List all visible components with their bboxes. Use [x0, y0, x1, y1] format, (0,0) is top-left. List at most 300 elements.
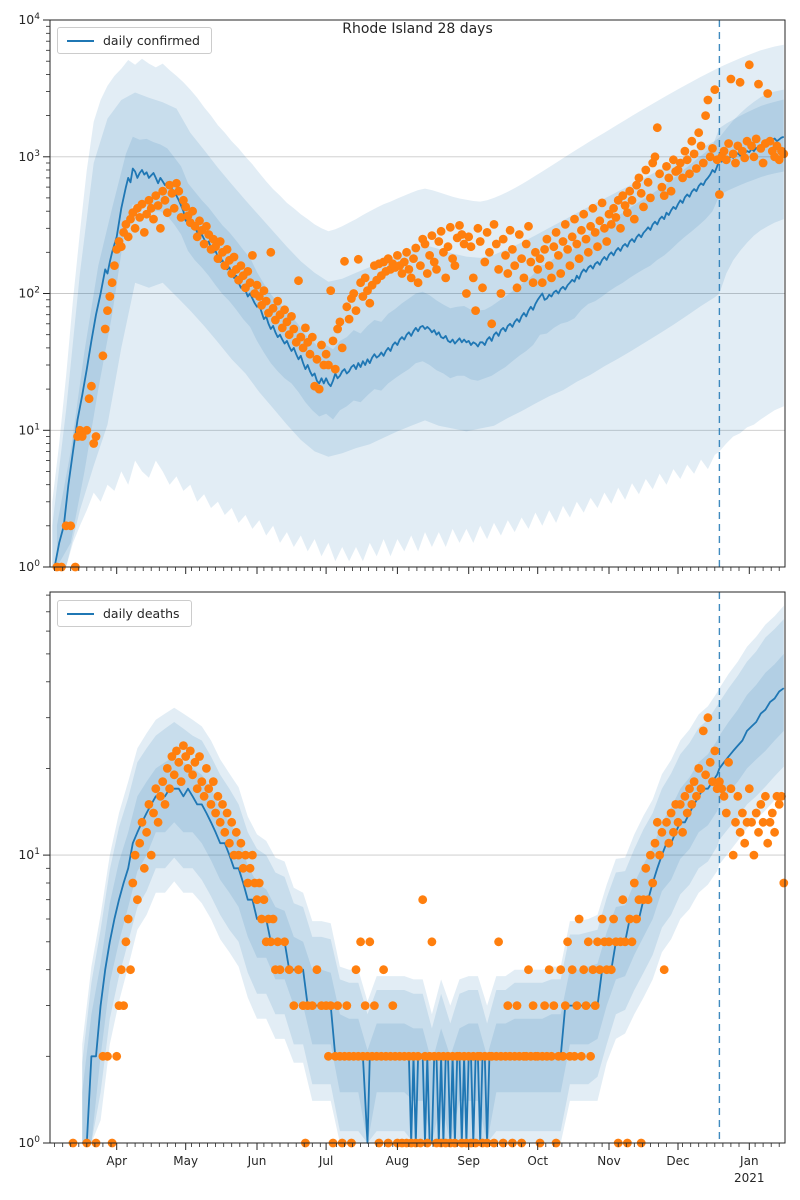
- confirmed-scatter-point: [692, 164, 701, 173]
- deaths-scatter-point: [223, 809, 232, 818]
- deaths-scatter-point: [122, 937, 131, 946]
- confirmed-scatter-point: [294, 276, 303, 285]
- confirmed-scatter-point: [520, 274, 529, 283]
- confirmed-scatter-point: [474, 224, 483, 233]
- deaths-scatter-point: [775, 800, 784, 809]
- deaths-scatter-point: [710, 747, 719, 756]
- deaths-scatter-point: [133, 895, 142, 904]
- confirmed-scatter-point: [729, 150, 738, 159]
- confirmed-scatter-point: [750, 152, 759, 161]
- confirmed-scatter-point: [513, 283, 522, 292]
- deaths-scatter-point: [690, 777, 699, 786]
- confirmed-scatter-point: [301, 324, 310, 333]
- legend-line-sample-confirmed: [67, 40, 94, 42]
- deaths-scatter-point: [678, 828, 687, 837]
- confirmed-scatter-point: [687, 137, 696, 146]
- confirmed-scatter-point: [117, 242, 126, 251]
- deaths-scatter-point: [598, 915, 607, 924]
- deaths-scatter-point: [103, 1052, 112, 1061]
- confirmed-scatter-point: [331, 365, 340, 374]
- confirmed-scatter-point: [499, 235, 508, 244]
- confirmed-scatter-point: [517, 254, 526, 263]
- deaths-scatter-point: [126, 965, 135, 974]
- confirmed-scatter-point: [462, 289, 471, 298]
- confirmed-axes: [18, 12, 788, 574]
- deaths-scatter-point: [503, 1001, 512, 1010]
- confirmed-scatter-point: [342, 302, 351, 311]
- deaths-scatter-point: [280, 937, 289, 946]
- confirmed-scatter-point: [763, 89, 772, 98]
- confirmed-scatter-point: [340, 257, 349, 266]
- confirmed-scatter-point: [195, 216, 204, 225]
- confirmed-scatter-point: [727, 75, 736, 84]
- confirmed-scatter-point: [683, 155, 692, 164]
- confirmed-scatter-point: [598, 199, 607, 208]
- confirmed-scatter-point: [262, 297, 271, 306]
- deaths-scatter-point: [170, 770, 179, 779]
- confirmed-scatter-point: [437, 227, 446, 236]
- deaths-scatter-point: [736, 828, 745, 837]
- deaths-scatter-point: [214, 792, 223, 801]
- confirmed-scatter-point: [432, 265, 441, 274]
- confirmed-scatter-point: [752, 135, 761, 144]
- deaths-axes: [18, 592, 788, 1185]
- deaths-scatter-point: [149, 809, 158, 818]
- deaths-scatter-point: [211, 809, 220, 818]
- confirmed-scatter-point: [156, 224, 165, 233]
- confirmed-scatter-point: [540, 245, 549, 254]
- deaths-scatter-point: [568, 965, 577, 974]
- deaths-scatter-point: [333, 1001, 342, 1010]
- confirmed-scatter-point: [82, 426, 91, 435]
- deaths-scatter-point: [697, 784, 706, 793]
- confirmed-scatter-point: [354, 255, 363, 264]
- confirmed-scatter-point: [494, 265, 503, 274]
- deaths-scatter-point: [365, 937, 374, 946]
- confirmed-scatter-point: [740, 154, 749, 163]
- confirmed-scatter-point: [237, 261, 246, 270]
- deaths-scatter-point: [752, 809, 761, 818]
- confirmed-scatter-point: [188, 207, 197, 216]
- confirmed-scatter-point: [85, 394, 94, 403]
- x-tick-label: Apr: [106, 1154, 128, 1168]
- confirmed-scatter-point: [639, 203, 648, 212]
- confirmed-scatter-point: [637, 189, 646, 198]
- y-tick-label: $10^3$: [18, 148, 40, 164]
- confirmed-scatter-point: [317, 341, 326, 350]
- deaths-scatter-point: [117, 965, 126, 974]
- confirmed-scatter-point: [704, 96, 713, 105]
- confirmed-scatter-point: [200, 240, 209, 249]
- deaths-scatter-point: [179, 741, 188, 750]
- confirmed-scatter-point: [545, 261, 554, 270]
- deaths-scatter-point: [699, 727, 708, 736]
- confirmed-scatter-point: [174, 187, 183, 196]
- deaths-scatter-point: [632, 915, 641, 924]
- x-tick-label: Sep: [457, 1154, 481, 1168]
- confirmed-scatter-point: [446, 223, 455, 232]
- confirmed-scatter-point: [421, 240, 430, 249]
- deaths-scatter-point: [591, 1001, 600, 1010]
- confirmed-scatter-point: [441, 274, 450, 283]
- confirmed-scatter-point: [536, 254, 545, 263]
- deaths-scatter-point: [733, 792, 742, 801]
- deaths-scatter-point: [586, 1052, 595, 1061]
- confirmed-scatter-point: [223, 245, 232, 254]
- legend-label-deaths: daily deaths: [103, 606, 180, 621]
- confirmed-scatter-point: [522, 240, 531, 249]
- confirmed-scatter-point: [556, 269, 565, 278]
- confirmed-scatter-point: [352, 306, 361, 315]
- deaths-scatter-point: [225, 839, 234, 848]
- deaths-scatter-point: [197, 777, 206, 786]
- confirmed-scatter-point: [612, 213, 621, 222]
- deaths-scatter-point: [618, 895, 627, 904]
- deaths-scatter-point: [722, 809, 731, 818]
- deaths-scatter-point: [269, 915, 278, 924]
- confirmed-scatter-point: [651, 152, 660, 161]
- x-tick-label: May: [173, 1154, 199, 1168]
- confirmed-scatter-point: [658, 183, 667, 192]
- deaths-scatter-point: [648, 879, 657, 888]
- confirmed-scatter-point: [158, 187, 167, 196]
- confirmed-scatter-point: [322, 350, 331, 359]
- deaths-scatter-point: [158, 777, 167, 786]
- confirmed-scatter-point: [628, 196, 637, 205]
- confirmed-scatter-point: [423, 269, 432, 278]
- confirmed-scatter-point: [524, 222, 533, 231]
- y-tick-label: $10^0$: [18, 1135, 40, 1150]
- confirmed-scatter-point: [701, 111, 710, 120]
- deaths-scatter-point: [172, 747, 181, 756]
- deaths-scatter-point: [513, 1001, 522, 1010]
- confirmed-scatter-point: [99, 351, 108, 360]
- confirmed-scatter-point: [480, 258, 489, 267]
- confirmed-scatter-point: [216, 237, 225, 246]
- confirmed-scatter-point: [487, 319, 496, 328]
- deaths-scatter-point: [674, 818, 683, 827]
- confirmed-scatter-point: [635, 174, 644, 183]
- deaths-scatter-point: [763, 839, 772, 848]
- deaths-scatter-point: [161, 800, 170, 809]
- deaths-scatter-point: [138, 818, 147, 827]
- y-tick-label: $10^2$: [18, 285, 40, 301]
- confirmed-scatter-point: [559, 237, 568, 246]
- deaths-scatter-point: [156, 792, 165, 801]
- confirmed-scatter-point: [754, 80, 763, 89]
- deaths-scatter-point: [154, 818, 163, 827]
- deaths-scatter-point: [609, 915, 618, 924]
- deaths-scatter-point: [216, 818, 225, 827]
- y-tick-label: $10^4$: [18, 12, 40, 27]
- confirmed-scatter-point: [570, 215, 579, 224]
- confirmed-scatter-point: [582, 235, 591, 244]
- confirmed-scatter-point: [577, 226, 586, 235]
- legend-deaths: [57, 600, 192, 627]
- deaths-scatter-point: [660, 965, 669, 974]
- confirmed-scatter-point: [681, 147, 690, 156]
- deaths-scatter-point: [745, 784, 754, 793]
- deaths-scatter-point: [779, 879, 788, 888]
- deaths-scatter-point: [701, 770, 710, 779]
- deaths-scatter-point: [232, 828, 241, 837]
- deaths-scatter-point: [651, 839, 660, 848]
- confirmed-scatter-point: [266, 248, 275, 257]
- deaths-scatter-point: [418, 895, 427, 904]
- deaths-scatter-point: [729, 851, 738, 860]
- deaths-scatter-point: [540, 1001, 549, 1010]
- confirmed-scatter-point: [508, 245, 517, 254]
- deaths-scatter-point: [556, 965, 565, 974]
- deaths-scatter-point: [255, 879, 264, 888]
- deaths-scatter-point: [342, 1001, 351, 1010]
- deaths-scatter-point: [706, 758, 715, 767]
- confirmed-scatter-point: [483, 228, 492, 237]
- deaths-scatter-point: [200, 792, 209, 801]
- confirmed-scatter-point: [515, 230, 524, 239]
- legend-line-sample-deaths: [67, 613, 94, 615]
- confirmed-scatter-point: [92, 432, 101, 441]
- x-tick-label: Jun: [247, 1154, 267, 1168]
- deaths-scatter-point: [128, 879, 137, 888]
- confirmed-scatter-point: [715, 190, 724, 199]
- deaths-scatter-point: [549, 1001, 558, 1010]
- year-label: 2021: [734, 1171, 765, 1185]
- confirmed-scatter-point: [405, 265, 414, 274]
- confirmed-scatter-point: [497, 289, 506, 298]
- confirmed-scatter-point: [253, 281, 262, 290]
- confirmed-scatter-point: [724, 139, 733, 148]
- confirmed-scatter-point: [110, 261, 119, 270]
- confirmed-scatter-point: [248, 251, 257, 260]
- confirmed-scatter-point: [108, 278, 117, 287]
- deaths-scatter-point: [165, 784, 174, 793]
- chart-title: Rhode Island 28 days: [342, 21, 493, 37]
- deaths-scatter-point: [646, 851, 655, 860]
- confirmed-scatter-point: [101, 325, 110, 334]
- confirmed-scatter-point: [708, 144, 717, 153]
- deaths-scatter-point: [692, 792, 701, 801]
- confirmed-scatter-point: [313, 355, 322, 364]
- confirmed-scatter-point: [779, 150, 788, 159]
- deaths-scatter-point: [246, 864, 255, 873]
- deaths-scatter-point: [220, 828, 229, 837]
- deaths-scatter-point: [151, 784, 160, 793]
- deaths-scatter-point: [135, 839, 144, 848]
- confirmed-scatter-point: [124, 232, 133, 241]
- deaths-scatter-point: [202, 764, 211, 773]
- confirmed-scatter-point: [655, 169, 664, 178]
- deaths-y-ticks: [18, 595, 50, 1150]
- deaths-scatter-point: [577, 1052, 586, 1061]
- confirmed-scatter-point: [690, 150, 699, 159]
- confirmed-scatter-point: [140, 228, 149, 237]
- confirmed-scatter-point: [552, 228, 561, 237]
- confirmed-scatter-point: [595, 216, 604, 225]
- deaths-scatter-point: [112, 1052, 121, 1061]
- deaths-scatter-point: [724, 758, 733, 767]
- confirmed-scatter-point: [428, 231, 437, 240]
- confirmed-scatter-point: [393, 251, 402, 260]
- deaths-scatter-point: [174, 758, 183, 767]
- deaths-scatter-point: [754, 828, 763, 837]
- deaths-x-ticks: [55, 1143, 780, 1185]
- deaths-scatter-point: [607, 965, 616, 974]
- deaths-scatter-point: [119, 1001, 128, 1010]
- deaths-scatter-point: [756, 800, 765, 809]
- deaths-scatter-point: [494, 937, 503, 946]
- confirmed-scatter-point: [563, 245, 572, 254]
- x-tick-label: Nov: [597, 1154, 621, 1168]
- deaths-scatter-point: [370, 1001, 379, 1010]
- confirmed-scatter-point: [471, 306, 480, 315]
- deaths-scatter-point: [188, 770, 197, 779]
- x-tick-label: Jul: [318, 1154, 334, 1168]
- confirmed-scatter-point: [625, 187, 634, 196]
- deaths-scatter-point: [731, 818, 740, 827]
- deaths-scatter-point: [563, 937, 572, 946]
- confirmed-scatter-point: [609, 204, 618, 213]
- deaths-scatter-point: [768, 809, 777, 818]
- confirmed-scatter-point: [710, 85, 719, 94]
- deaths-scatter-point: [761, 792, 770, 801]
- confirmed-scatter-point: [273, 297, 282, 306]
- y-tick-label: $10^1$: [18, 422, 40, 438]
- confirmed-scatter-point: [722, 155, 731, 164]
- legend-label-confirmed: daily confirmed: [103, 33, 200, 48]
- confirmed-scatter-point: [400, 258, 409, 267]
- deaths-scatter-point: [207, 800, 216, 809]
- deaths-scatter-point: [630, 879, 639, 888]
- confirmed-scatter-point: [572, 240, 581, 249]
- confirmed-scatter-point: [533, 265, 542, 274]
- confirmed-scatter-point: [444, 242, 453, 251]
- confirmed-scatter-point: [630, 215, 639, 224]
- deaths-scatter-point: [145, 800, 154, 809]
- confirmed-scatter-point: [699, 159, 708, 168]
- deaths-scatter-point: [575, 915, 584, 924]
- confirmed-scatter-point: [579, 210, 588, 219]
- deaths-scatter-point: [676, 800, 685, 809]
- confirmed-scatter-point: [478, 283, 487, 292]
- confirmed-scatter-point: [414, 278, 423, 287]
- deaths-scatter-point: [694, 764, 703, 773]
- confirmed-scatter-point: [243, 267, 252, 276]
- deaths-scatter-point: [140, 864, 149, 873]
- deaths-scatter-point: [248, 851, 257, 860]
- confirmed-scatter-point: [66, 521, 75, 530]
- confirmed-scatter-point: [589, 204, 598, 213]
- confirmed-scatter-point: [584, 248, 593, 257]
- deaths-scatter-point: [356, 937, 365, 946]
- confirmed-scatter-point: [464, 232, 473, 241]
- y-tick-label: $10^1$: [18, 847, 40, 863]
- confirmed-scatter-point: [287, 312, 296, 321]
- confirmed-scatter-point: [260, 286, 269, 295]
- deaths-scatter-point: [766, 818, 775, 827]
- confirmed-scatter-point: [326, 286, 335, 295]
- deaths-scatter-point: [294, 965, 303, 974]
- deaths-scatter-point: [177, 777, 186, 786]
- confirmed-scatter-point: [506, 226, 515, 235]
- confirmed-scatter-point: [230, 253, 239, 262]
- confirmed-scatter-point: [103, 306, 112, 315]
- deaths-scatter-point: [582, 1001, 591, 1010]
- deaths-scatter-point: [655, 851, 664, 860]
- confirmed-scatter-point: [349, 289, 358, 298]
- confirmed-scatter-point: [467, 242, 476, 251]
- confirmed-scatter-point: [172, 179, 181, 188]
- confirmed-scatter-point: [736, 78, 745, 87]
- deaths-scatter-point: [740, 839, 749, 848]
- confirmed-scatter-point: [315, 385, 324, 394]
- deaths-scatter-point: [687, 800, 696, 809]
- confirmed-scatter-point: [345, 315, 354, 324]
- deaths-scatter-point: [313, 965, 322, 974]
- confirmed-scatter-point: [566, 261, 575, 270]
- deaths-scatter-point: [524, 965, 533, 974]
- deaths-scatter-point: [289, 1001, 298, 1010]
- confirmed-scatter-point: [336, 318, 345, 327]
- deaths-scatter-point: [218, 800, 227, 809]
- y-tick-label: $10^0$: [18, 559, 40, 574]
- confirmed-scatter-point: [455, 221, 464, 230]
- deaths-scatter-point: [186, 747, 195, 756]
- deaths-scatter-point: [738, 809, 747, 818]
- confirmed-scatter-point: [538, 278, 547, 287]
- confirmed-scatter-point: [720, 147, 729, 156]
- deaths-scatter-point: [770, 828, 779, 837]
- confirmed-scatter-point: [543, 235, 552, 244]
- confirmed-scatter-point: [685, 169, 694, 178]
- deaths-scatter-point: [641, 864, 650, 873]
- deaths-scatter-point: [747, 818, 756, 827]
- confirmed-scatter-point: [308, 333, 317, 342]
- confirmed-scatter-point: [641, 166, 650, 175]
- confirmed-scatter-point: [623, 208, 632, 217]
- confirmed-scatter-point: [469, 274, 478, 283]
- confirmed-scatter-point: [697, 142, 706, 151]
- deaths-scatter-point: [628, 937, 637, 946]
- x-tick-label: Jan: [740, 1154, 759, 1168]
- deaths-scatter-point: [572, 1001, 581, 1010]
- deaths-scatter-point: [584, 937, 593, 946]
- confirmed-scatter-point: [547, 274, 556, 283]
- confirmed-scatter-point: [549, 242, 558, 251]
- deaths-scatter-point: [260, 895, 269, 904]
- confirmed-scatter-point: [561, 220, 570, 229]
- deaths-scatter-point: [681, 792, 690, 801]
- deaths-scatter-point: [388, 1001, 397, 1010]
- confirmed-scatter-point: [490, 220, 499, 229]
- confirmed-scatter-point: [745, 60, 754, 69]
- deaths-scatter-point: [579, 965, 588, 974]
- deaths-scatter-point: [529, 1001, 538, 1010]
- confirmed-scatter-point: [409, 254, 418, 263]
- confirmed-scatter-point: [653, 123, 662, 132]
- confirmed-scatter-point: [602, 237, 611, 246]
- confirmed-scatter-point: [451, 261, 460, 270]
- confirmed-scatter-point: [87, 382, 96, 391]
- deaths-scatter-point: [717, 784, 726, 793]
- confirmed-scatter-point: [529, 278, 538, 287]
- deaths-scatter-point: [664, 839, 673, 848]
- deaths-scatter-point: [750, 851, 759, 860]
- confirmed-y-ticks: [18, 12, 50, 574]
- deaths-scatter-point: [658, 828, 667, 837]
- deaths-scatter-point: [276, 965, 285, 974]
- confirmed-scatter-point: [759, 159, 768, 168]
